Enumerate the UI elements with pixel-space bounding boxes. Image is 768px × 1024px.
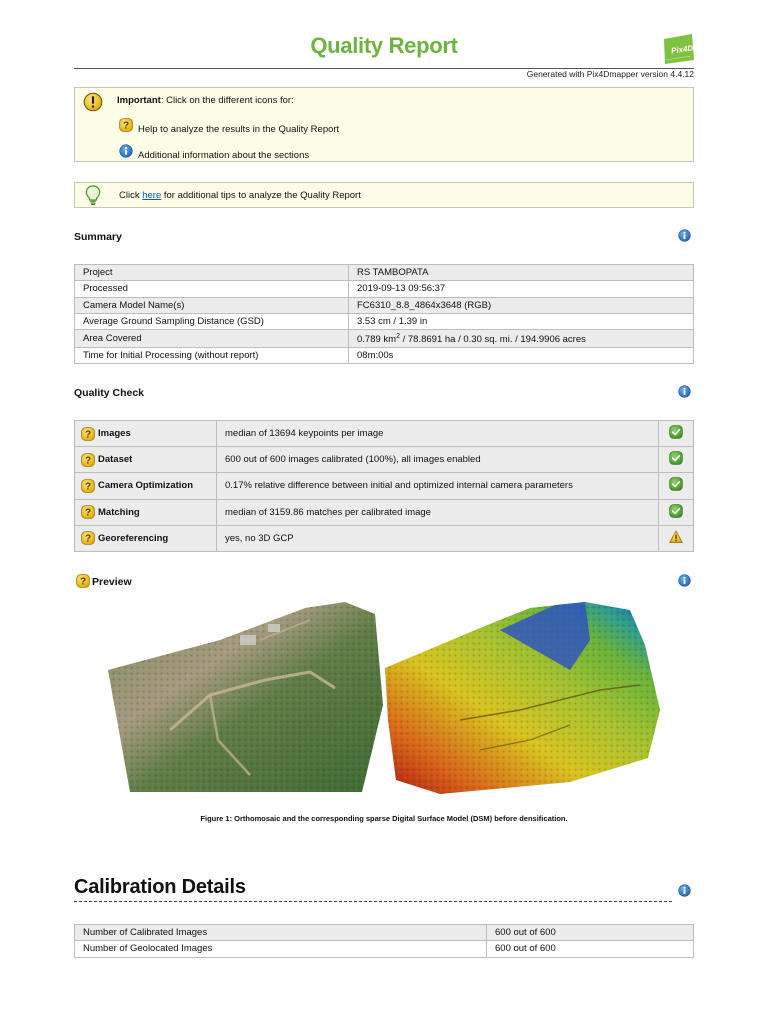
summary-key: Project — [75, 265, 349, 281]
qc-key: Images — [98, 428, 131, 440]
page-title: Quality Report — [310, 33, 458, 58]
preview-images — [100, 600, 670, 795]
calibration-key: Number of Calibrated Images — [75, 925, 487, 941]
tips-link[interactable]: here — [142, 190, 162, 201]
important-note-box — [74, 87, 694, 162]
summary-value: RS TAMBOPATA — [349, 265, 694, 281]
area-value-prefix: 0.789 km — [357, 333, 397, 345]
help-item-text: Help to analyze the results in the Quality Report — [138, 124, 340, 135]
generated-with-text: Generated with Pix4Dmapper version 4.4.12 — [526, 69, 694, 79]
orthomosaic-and-dsm-image — [100, 600, 670, 795]
help-icon[interactable] — [81, 505, 95, 519]
summary-key: Time for Initial Processing (without report) — [75, 348, 349, 364]
check-icon — [669, 451, 683, 465]
tip-note-box — [74, 182, 694, 208]
summary-table — [74, 264, 694, 364]
qc-status-cell — [659, 473, 694, 499]
table-row — [75, 297, 694, 313]
calibration-table — [74, 924, 694, 958]
figure-caption: Figure 1: Orthomosaic and the corresponding sparse Digital Surface Model (DSM) before densification. — [200, 814, 568, 823]
qc-value: 0.17% relative difference between initial and optimized internal camera parameters — [217, 473, 659, 499]
quality-check-table — [74, 420, 694, 552]
important-label: Important — [117, 95, 161, 106]
table-row — [75, 348, 694, 364]
area-value-sup: 2 — [396, 332, 400, 340]
qc-status-cell — [659, 447, 694, 473]
summary-title: Summary — [74, 231, 122, 243]
table-row — [75, 265, 694, 281]
qc-key: Camera Optimization — [98, 480, 194, 492]
info-icon — [119, 144, 133, 158]
exclamation-icon — [83, 92, 103, 112]
tip-text — [119, 190, 361, 201]
qc-key-cell — [75, 421, 217, 447]
qc-status-cell — [659, 499, 694, 525]
table-row — [75, 941, 694, 957]
table-row — [75, 281, 694, 297]
qc-key: Dataset — [98, 454, 133, 466]
summary-key: Average Ground Sampling Distance (GSD) — [75, 313, 349, 329]
warning-icon — [669, 530, 683, 544]
qc-value: 600 out of 600 images calibrated (100%), all images enabled — [217, 447, 659, 473]
logo-text: Pix4D — [670, 43, 694, 56]
preview-title: Preview — [92, 576, 132, 588]
important-text — [117, 95, 294, 106]
qc-key-cell — [75, 447, 217, 473]
calibration-divider — [74, 901, 672, 902]
help-icon[interactable] — [81, 427, 95, 441]
summary-key: Area Covered — [75, 330, 349, 348]
lightbulb-icon — [85, 185, 101, 206]
table-row — [75, 499, 694, 525]
table-row — [75, 330, 694, 348]
important-instruction: : Click on the different icons for: — [160, 95, 294, 106]
calibration-value: 600 out of 600 — [487, 941, 694, 957]
calibration-value: 600 out of 600 — [487, 925, 694, 941]
calibration-info-icon[interactable] — [678, 884, 691, 897]
help-icon[interactable] — [76, 574, 90, 588]
table-row — [75, 313, 694, 329]
check-icon — [669, 425, 683, 439]
summary-info-icon[interactable] — [678, 229, 691, 242]
qc-value: yes, no 3D GCP — [217, 525, 659, 551]
help-icon[interactable] — [81, 531, 95, 545]
quality-check-info-icon[interactable] — [678, 385, 691, 398]
quality-check-title: Quality Check — [74, 387, 145, 399]
qc-key-cell — [75, 525, 217, 551]
qc-value: median of 13694 keypoints per image — [217, 421, 659, 447]
table-row — [75, 525, 694, 551]
table-row — [75, 421, 694, 447]
summary-value — [349, 330, 694, 348]
check-icon — [669, 477, 683, 491]
summary-value: 3.53 cm / 1.39 in — [349, 313, 694, 329]
table-row — [75, 925, 694, 941]
preview-info-icon[interactable] — [678, 574, 691, 587]
qc-value: median of 3159.86 matches per calibrated image — [217, 499, 659, 525]
summary-value: 08m:00s — [349, 348, 694, 364]
check-icon — [669, 504, 683, 518]
summary-key: Camera Model Name(s) — [75, 297, 349, 313]
help-icon[interactable] — [81, 453, 95, 467]
info-item-text: Additional information about the sections — [138, 150, 310, 161]
area-value-suffix: / 78.8691 ha / 0.30 sq. mi. / 194.9906 acres — [399, 333, 586, 345]
help-icon — [119, 118, 133, 132]
pix4d-logo — [661, 34, 695, 64]
calibration-details-title: Calibration Details — [74, 876, 246, 898]
help-icon[interactable] — [81, 479, 95, 493]
summary-value: 2019-09-13 09:56:37 — [349, 281, 694, 297]
tip-prefix: Click — [119, 190, 143, 201]
qc-key-cell — [75, 499, 217, 525]
table-row — [75, 447, 694, 473]
calibration-key: Number of Geolocated Images — [75, 941, 487, 957]
tip-suffix: for additional tips to analyze the Quality Report — [161, 190, 361, 201]
qc-key: Georeferencing — [98, 532, 169, 544]
qc-status-cell — [659, 525, 694, 551]
summary-key: Processed — [75, 281, 349, 297]
qc-status-cell — [659, 421, 694, 447]
qc-key-cell — [75, 473, 217, 499]
qc-key: Matching — [98, 506, 140, 518]
table-row — [75, 473, 694, 499]
summary-value: FC6310_8.8_4864x3648 (RGB) — [349, 297, 694, 313]
